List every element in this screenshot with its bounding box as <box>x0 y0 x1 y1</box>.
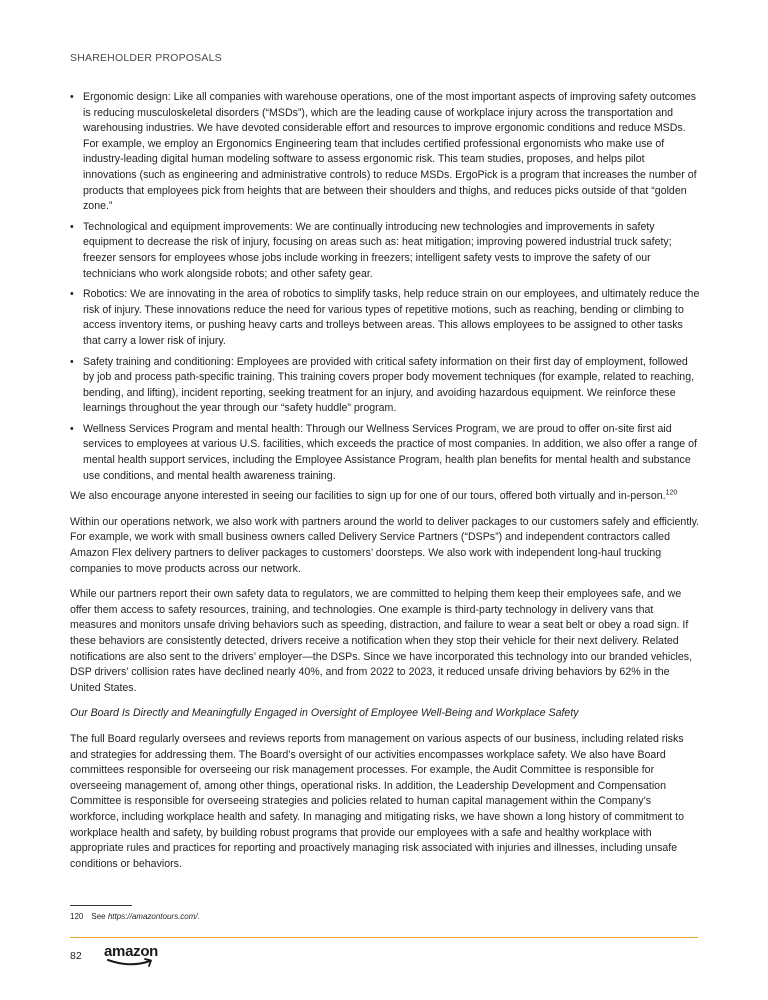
page-number: 82 <box>70 950 82 962</box>
list-item <box>70 287 700 349</box>
list-item <box>70 422 700 484</box>
footnote-reference[interactable]: 120 <box>665 489 678 497</box>
section-header: SHAREHOLDER PROPOSALS <box>70 52 222 64</box>
main-content <box>70 90 700 882</box>
logo-wordmark: amazon <box>104 943 159 960</box>
list-item <box>70 90 700 215</box>
footnote <box>70 912 200 921</box>
list-item-text: Robotics: We are innovating in the area of robotics to simplify tasks, help reduce strain on our employees, and ultimately reduce the risk of injury. These innovations reduce the need for various types of repetitive motions, such as reaching, bending or climbing to access inventory items, or pushing heavy carts and trolleys between areas. This allows employees to be assigned to other tasks that carry a lower risk of injury. <box>83 288 700 347</box>
bullet-icon: • <box>70 355 74 368</box>
tours-text: We also encourage anyone interested in seeing our facilities to sign up for one of our tours, offered both virtually and in-person. <box>70 490 666 503</box>
footnote-divider <box>70 905 132 906</box>
bullet-icon: • <box>70 422 74 435</box>
safety-initiatives-list <box>70 90 700 484</box>
bullet-icon: • <box>70 220 74 233</box>
partners-paragraph: Within our operations network, we also work with partners around the world to deliver packages to our customers safely and efficiently. For example, we work with small business owners called Delivery Service Partners (“DSPs”) and independent contractors called Amazon Flex delivery partners to deliver packages to customers’ doorsteps. We also work with independent long-haul trucking companies to move products across our network. <box>70 515 700 575</box>
safety-data-paragraph: While our partners report their own safety data to regulators, we are committed to helping them keep their employees safe, and we offer them access to safety resources, training, and technologies. One example is third-party technology in delivery vans that measures and monitors unsafe driving behaviors such as speeding, distraction, and failure to wear a seat belt or obey a road sign. If these behaviors are consistently detected, drivers receive a notification when they stop their vehicle for their next delivery. Related notifications are also sent to the drivers’ employer—the DSPs. Since we have incorporated this technology into our branded vehicles, DSP drivers’ collision rates have declined nearly 40%, and from 2022 to 2023, it reduced unsafe driving behaviors by 62% in the United States. <box>70 588 693 694</box>
list-item-text: Ergonomic design: Like all companies with warehouse operations, one of the most important aspects of improving safety outcomes is reducing musculoskeletal disorders (“MSDs”), which are the leading cause of workplace injury across the transportation and warehousing industries. We have devoted considerable effort and resources to improve ergonomic conditions and reduce MSDs. For example, we employ an Ergonomics Engineering team that includes certified professional ergonomists who make use of industry-leading digital human modeling software to assess ergonomic risk. This team studies, proposes, and helps pilot innovations (such as engineering and administrative controls) to reduce MSDs. ErgoPick is a program that increases the number of products that employees pick from heights that are between their shoulders and thighs, and reduces picks outside of that “golden zone.” <box>83 91 697 213</box>
list-item-text: Wellness Services Program and mental health: Through our Wellness Services Program, we are proud to offer on-site first aid services to employees at various U.S. facilities, which exceeds the practice of most companies. In addition, we also offer a range of mental health support services, including the Employee Assistance Program, health plan benefits for mental health and substance use conditions, and mental health awareness training. <box>83 422 697 482</box>
board-oversight-heading: Our Board Is Directly and Meaningfully Engaged in Oversight of Employee Well-Being and Workplace Safety <box>70 707 579 720</box>
footnote-prefix: See <box>91 912 106 921</box>
bullet-icon: • <box>70 91 74 103</box>
amazon-logo <box>104 944 164 972</box>
list-item-text: Technological and equipment improvements: We are continually introducing new technologies and improvements in safety equipment to decrease the risk of injury, focusing on areas such as: heat mitigation; improving powered industrial truck safety; freezer sensors for employees whose jobs include working in freezers; intelligent safety vests to improve the safety of our technicians who work alongside robots; and other safety gear. <box>83 220 672 280</box>
list-item-text: Safety training and conditioning: Employees are provided with critical safety information on their first day of employment, followed by job and process path-specific training. This training covers proper body movement techniques (for example, related to reaching, bending, and lifting), incident reporting, seeking treatment for an injury, and avoiding hazardous equipment. We reinforce these learnings throughout the year through our “safety huddle” program. <box>83 355 695 415</box>
list-item <box>70 355 700 417</box>
footer-divider <box>70 937 698 938</box>
list-item <box>70 220 700 282</box>
tours-paragraph <box>70 489 700 505</box>
smile-arrow-icon <box>106 958 158 968</box>
footnote-link[interactable]: https://amazontours.com/. <box>107 912 200 921</box>
board-paragraph: The full Board regularly oversees and reviews reports from management on various aspects of our business, including related risks and strategies for addressing them. The Board’s oversight of our activities encompasses workplace safety. We also have Board committees responsible for overseeing our risk management processes. For example, the Audit Committee is responsible for overseeing management of, among other things, operational risks. In addition, the Leadership Development and Compensation Committee is responsible for overseeing strategies and policies related to human capital management within the Company’s workforce, including workplace health and safety. In managing and mitigating risks, we have shown a long history of commitment to workplace health and safety, by building robust programs that provide our employees with a safe and healthy workplace with appropriate rules and practices for reporting and proactively managing risk associated with injuries and illnesses, including unsafe conditions or behaviors. <box>70 732 684 870</box>
footnote-number: 120 <box>70 912 84 921</box>
bullet-icon: • <box>70 288 74 301</box>
